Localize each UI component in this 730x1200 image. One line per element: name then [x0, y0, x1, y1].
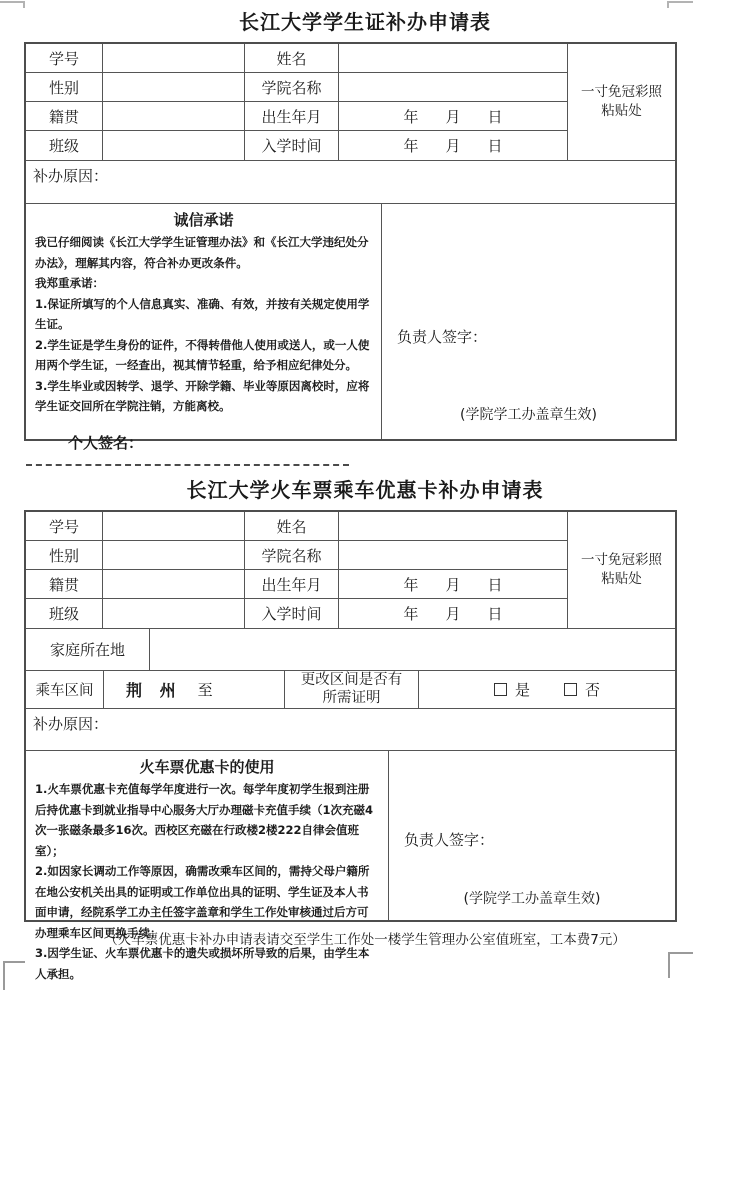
- month-label: 月: [445, 605, 461, 623]
- form2-photo-note-line2: 粘贴处: [601, 571, 642, 587]
- crop-mark-top-right-icon: [667, 1, 693, 8]
- form2-gender-input[interactable]: [103, 541, 245, 570]
- form2-change-proof-line1: 更改区间是否有: [300, 672, 403, 688]
- footer-note: （火车票优惠卡补办申请表请交至学生工作处一楼学生管理办公室值班室，工本费7元）: [104, 932, 626, 948]
- form2-class-label: 班级: [26, 599, 103, 628]
- form1-approval-block: [382, 204, 675, 439]
- form2-home-location-input[interactable]: [150, 629, 675, 670]
- form1-pledge-intro: 我已仔细阅读《长江大学学生证管理办法》和《长江大学违纪处分办法》，理解其内容，符合补办更改条件。: [35, 235, 369, 270]
- form2-ride-section-label: 乘车区间: [26, 671, 104, 708]
- year-label: 年: [403, 575, 419, 594]
- form2-approval-block: [389, 751, 675, 920]
- year-label: 年: [403, 107, 419, 126]
- form2-no-label: 否: [585, 681, 601, 699]
- form2-college-label: 学院名称: [245, 541, 339, 570]
- form2-reason-label: 补办原因：: [33, 715, 109, 733]
- form2-birth-date-label: 出生年月: [245, 570, 339, 599]
- form1-class-label: 班级: [26, 131, 103, 160]
- form2-approver-signature-label[interactable]: 负责人签字：: [404, 831, 495, 849]
- form1-class-input[interactable]: [103, 131, 245, 160]
- yes-checkbox-icon[interactable]: [494, 683, 507, 696]
- form2-photo-note-line1: 一寸免冠彩照: [581, 552, 662, 568]
- form1-gender-input[interactable]: [103, 73, 245, 102]
- day-label: 日: [487, 107, 503, 126]
- form2-gender-label: 性别: [26, 541, 103, 570]
- crop-mark-bottom-left-icon: [3, 961, 25, 990]
- form2-info-grid: [26, 512, 675, 628]
- month-label: 月: [445, 107, 461, 126]
- form1-student-id-input[interactable]: [103, 44, 245, 73]
- form1-college-label: 学院名称: [245, 73, 339, 102]
- form1-table: [24, 42, 677, 452]
- form1-name-label: 姓名: [245, 44, 339, 73]
- form1-photo-note-line1: 一寸免冠彩照: [581, 84, 662, 100]
- form1-bottom-section: [26, 203, 675, 452]
- form2-enroll-date-field[interactable]: [339, 599, 568, 628]
- day-label: 日: [487, 605, 503, 623]
- crop-mark-bottom-right-icon: [668, 952, 693, 978]
- form2-home-row: [26, 628, 675, 670]
- form1-student-id-label: 学号: [26, 44, 103, 73]
- month-label: 月: [445, 575, 461, 594]
- form1-gender-label: 性别: [26, 73, 103, 102]
- form2-student-id-label: 学号: [26, 512, 103, 541]
- form2-student-id-input[interactable]: [103, 512, 245, 541]
- form2-proof-choice-cell: [419, 671, 675, 708]
- form1-enroll-date-field[interactable]: [339, 131, 568, 160]
- form1-title: 长江大学学生证补办申请表: [239, 10, 491, 34]
- form1-native-place-label: 籍贯: [26, 102, 103, 131]
- form2-photo-paste-area: [568, 512, 675, 628]
- form2-ride-from-value: 荆 州: [126, 681, 182, 700]
- form1-pledge-block: [26, 204, 382, 452]
- form2-enroll-date-label: 入学时间: [245, 599, 339, 628]
- form1-photo-note-line2: 粘贴处: [601, 103, 642, 119]
- month-label: 月: [445, 137, 461, 155]
- form1-pledge-item-3: 3.学生毕业或因转学、退学、开除学籍、毕业等原因离校时，应将学生证交回所在学院注销，方能离校。: [35, 378, 370, 413]
- form1-reason-input-area[interactable]: [26, 160, 675, 203]
- form2-ride-row: [26, 670, 675, 708]
- form2-name-label: 姓名: [245, 512, 339, 541]
- form2-ride-from-field[interactable]: [104, 671, 285, 708]
- form1-reason-label: 补办原因：: [33, 167, 109, 185]
- form2-usage-text: [26, 779, 388, 984]
- form1-enroll-date-label: 入学时间: [245, 131, 339, 160]
- form1-name-input[interactable]: [339, 44, 568, 73]
- form1-pledge-lead: 我郑重承诺：: [35, 276, 104, 290]
- crop-mark-top-left-icon: [0, 1, 25, 8]
- form2-title: 长江大学火车票乘车优惠卡补办申请表: [186, 478, 544, 502]
- form1-pledge-heading: 诚信承诺: [173, 211, 234, 229]
- form2-yes-label: 是: [514, 681, 530, 699]
- form1-personal-signature-label[interactable]: 个人签名：: [68, 433, 144, 452]
- form1-pledge-text: [26, 232, 381, 417]
- form1-native-place-input[interactable]: [103, 102, 245, 131]
- form1-college-input[interactable]: [339, 73, 568, 102]
- day-label: 日: [487, 137, 503, 155]
- form2-class-input[interactable]: [103, 599, 245, 628]
- day-label: 日: [487, 575, 503, 594]
- form2-birth-date-field[interactable]: [339, 570, 568, 599]
- form2-usage-item-1: 1.火车票优惠卡充值每学年度进行一次。每学年度初学生报到注册后持优惠卡到就业指导中心服务大厅办理磁卡充值手续（1次充磁4次一张磁条最多16次。西校区充磁在行政楼2楼222自律会值班室）；: [35, 782, 373, 858]
- form2-name-input[interactable]: [339, 512, 568, 541]
- form2-native-place-input[interactable]: [103, 570, 245, 599]
- form1-pledge-item-1: 1.保证所填写的个人信息真实、准确、有效，并按有关规定使用学生证。: [35, 296, 370, 331]
- form1-photo-paste-area: [568, 44, 675, 160]
- cut-dashed-line: [26, 464, 349, 466]
- form1-pledge-item-2: 2.学生证是学生身份的证件，不得转借他人使用或送人，或一人使用两个学生证，一经查出，视其情节轻重，给予相应纪律处分。: [35, 337, 370, 372]
- form2-usage-heading: 火车票优惠卡的使用: [139, 758, 275, 776]
- form1-info-grid: [26, 44, 675, 160]
- form2-change-proof-line2: 所需证明: [322, 689, 381, 706]
- form1-birth-date-label: 出生年月: [245, 102, 339, 131]
- form2-ride-to-label: 至: [197, 681, 213, 699]
- no-checkbox-icon[interactable]: [564, 683, 577, 696]
- form1-birth-date-field[interactable]: [339, 102, 568, 131]
- form2-usage-item-3: 3.因学生证、火车票优惠卡的遗失或损坏所导致的后果，由学生本人承担。: [35, 946, 370, 981]
- form2-native-place-label: 籍贯: [26, 570, 103, 599]
- form2-reason-input-area[interactable]: [26, 708, 675, 750]
- form2-change-proof-label: [285, 671, 419, 708]
- form2-home-location-label: 家庭所在地: [26, 629, 150, 670]
- form2-no-option[interactable]: [564, 679, 600, 700]
- form2-usage-item-2: 2.如因家长调动工作等原因，确需改乘车区间的，需持父母户籍所在地公安机关出具的证明或工作单位出具的证明、学生证及本人书面申请，经院系学工办主任签字盖章和学生工作处审核通过后方可办理乘车区间更换手续；: [35, 864, 370, 940]
- form2-college-input[interactable]: [339, 541, 568, 570]
- form2-yes-option[interactable]: [494, 679, 530, 700]
- year-label: 年: [403, 605, 419, 623]
- form2-stamp-note: (学院学工办盖章生效): [463, 891, 601, 907]
- form1-approver-signature-label[interactable]: 负责人签字：: [397, 328, 488, 346]
- form1-stamp-note: (学院学工办盖章生效): [460, 407, 597, 423]
- year-label: 年: [403, 137, 419, 155]
